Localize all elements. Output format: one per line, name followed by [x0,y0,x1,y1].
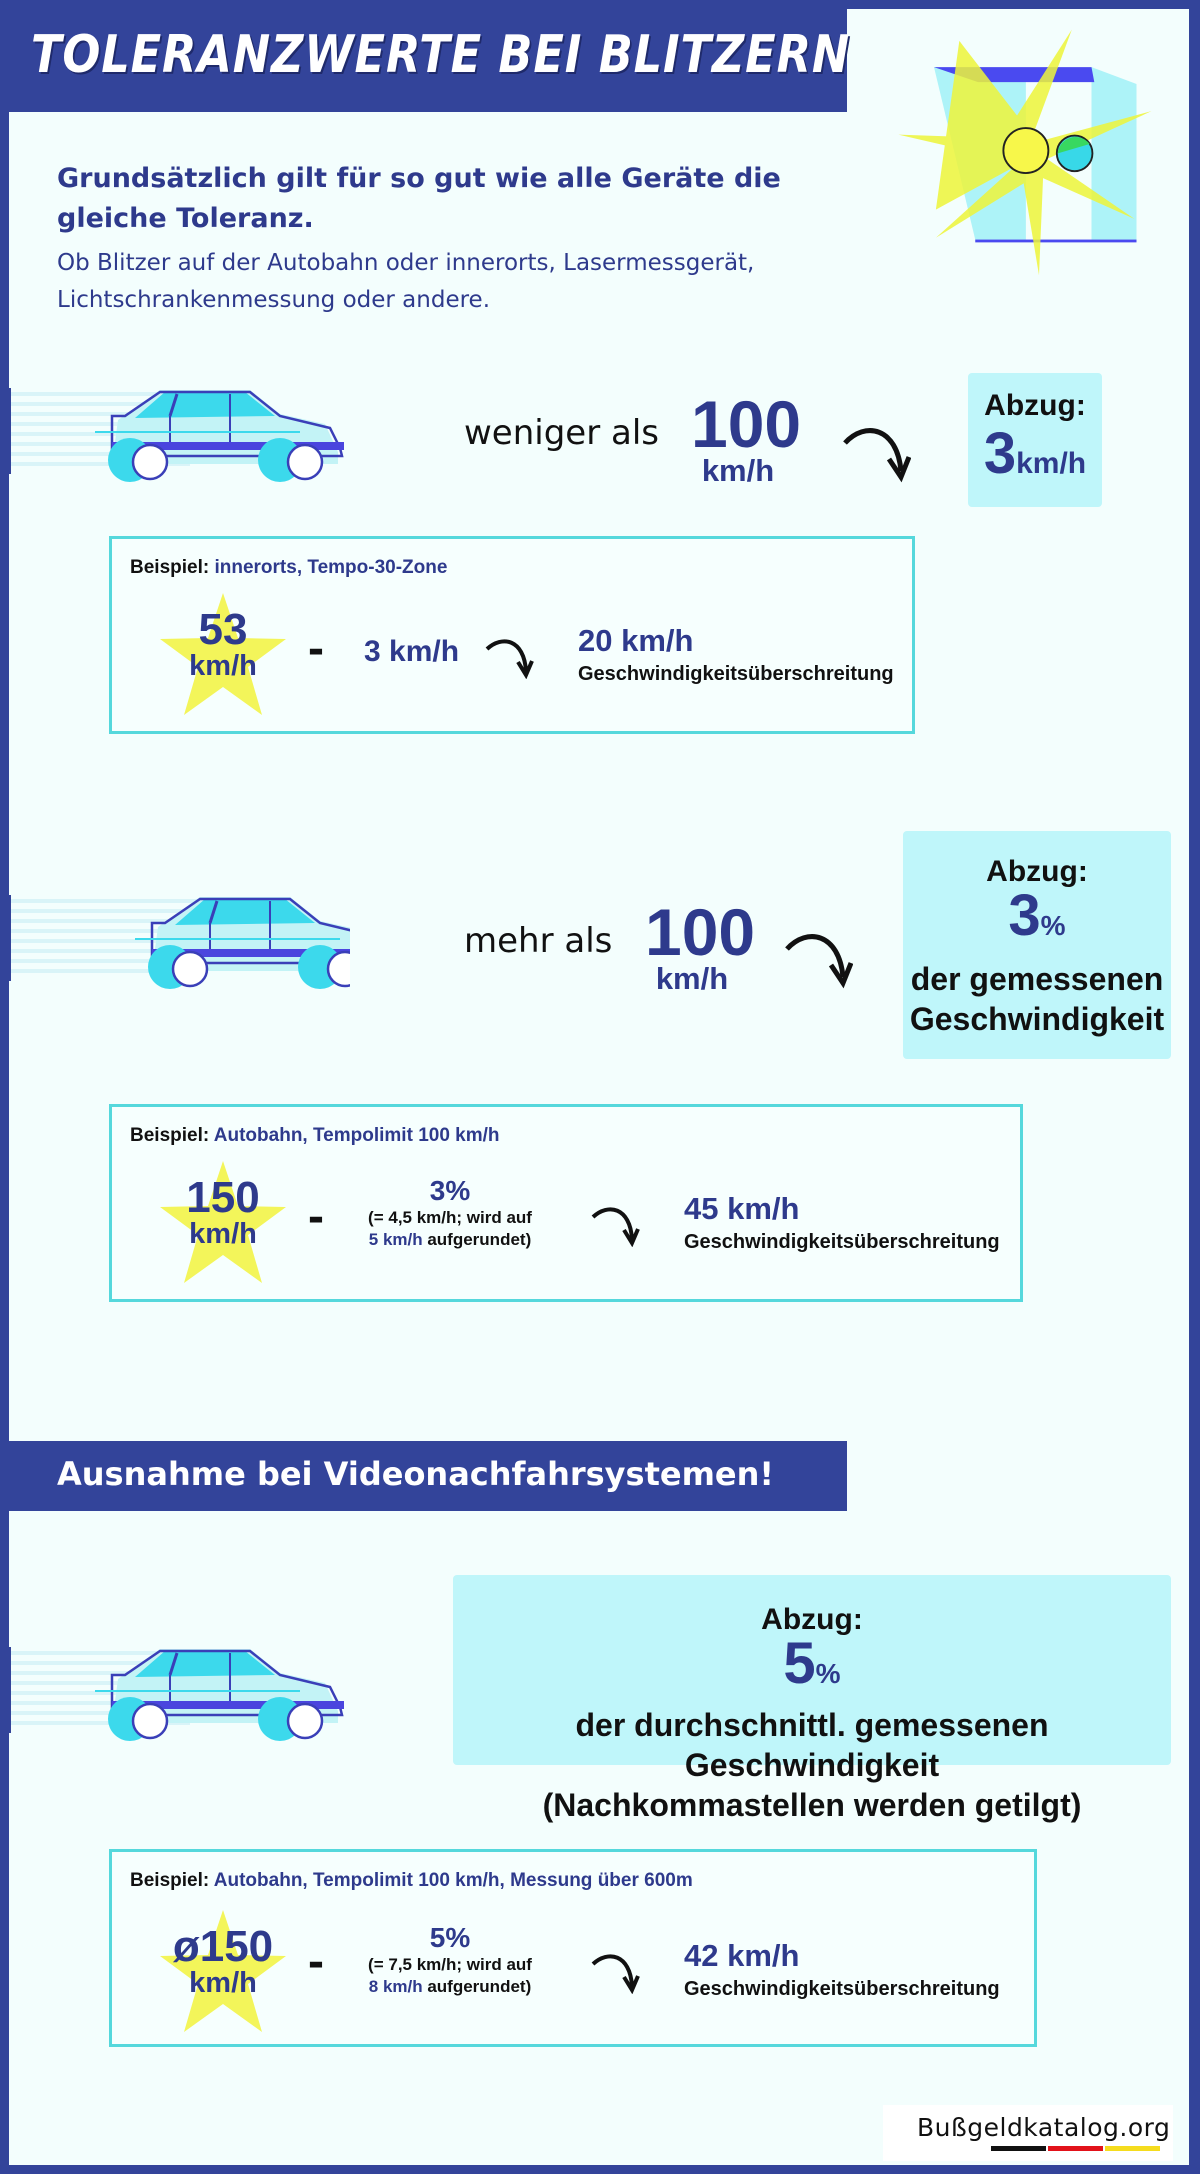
deduction-box [968,373,1102,507]
brand-logo[interactable] [883,2105,1173,2161]
minus-sign: - [308,1190,324,1243]
deduction-box [903,831,1171,1059]
example-box [109,1849,1037,2047]
speed-threshold-value: 100 [645,895,756,969]
flag-stripe-black [991,2146,1046,2151]
section-heading: Ausnahme bei Videonachfahrsystemen! [57,1455,774,1493]
curved-arrow-icon [590,1950,642,1994]
result-speed: 42 km/h [684,1938,800,1973]
deduction-description: der durchschnittl. gemessenen Geschwindigkeit (Nachkommastellen werden getilgt) [542,1707,1082,1823]
result-speed: 20 km/h [578,623,694,658]
deduction-value: 5% [783,1631,841,1696]
minus-sign: - [308,1935,324,1988]
measured-speed: ø150 km/h [172,1922,274,1999]
intro-sub-line-2: Lichtschrankenmessung oder andere. [57,287,491,313]
deduction-calculation: 5% (= 7,5 km/h; wird auf 8 km/h aufgerundet) [368,1922,532,1996]
speed-threshold [691,387,802,488]
car-icon [0,887,350,997]
deduction-box [453,1575,1171,1823]
intro-description [57,245,897,319]
curved-arrow-icon [590,1203,642,1247]
deduction-value: 3% [1008,883,1066,948]
infographic-page [9,9,1189,2165]
speed-camera-flash-icon [889,13,1189,303]
car-icon [0,1639,350,1749]
condition-less-than: weniger als [464,413,660,453]
example-heading: Beispiel: Autobahn, Tempolimit 100 km/h, Messung über 600m [130,1870,693,1891]
deduction-description: der gemessenen Geschwindigkeit [909,961,1165,1037]
measured-speed: 150 km/h [186,1173,260,1250]
deduction-value: 3km/h [983,421,1087,486]
example-heading: Beispiel: Autobahn, Tempolimit 100 km/h [130,1125,500,1146]
deduction-label: Abzug: [984,389,1086,422]
curved-arrow-icon [484,635,536,679]
condition-more-than: mehr als [464,921,613,961]
speed-threshold [645,895,756,996]
intro-sub-line-1: Ob Blitzer auf der Autobahn oder innerorts, Lasermessgerät, [57,250,755,276]
intro-bold-line-1: Grundsätzlich gilt für so gut wie alle Geräte die [57,163,781,194]
example-box [109,1104,1023,1302]
flag-stripe-gold [1105,2146,1160,2151]
result-speed: 45 km/h [684,1191,800,1226]
car-icon [0,380,350,490]
page-title: TOLERANZWERTE BEI BLITZERN [31,25,851,85]
curved-arrow-icon [783,927,853,989]
deduction-calculation: 3% (= 4,5 km/h; wird auf 5 km/h aufgerundet) [368,1175,532,1249]
result-label: Geschwindigkeitsüberschreitung [684,1231,1000,1253]
brand-logo-text: Bußgeldkatalog.org [917,2113,1171,2142]
speed-threshold-value: 100 [691,387,802,461]
flag-stripe-red [1048,2146,1103,2151]
deduction-label: Abzug: [761,1603,863,1636]
example-heading: Beispiel: innerorts, Tempo-30-Zone [130,557,448,578]
example-box [109,536,915,734]
intro-bold-line-2: gleiche Toleranz. [57,203,314,234]
measured-speed: 53 km/h [189,605,257,682]
deduction-label: Abzug: [986,855,1088,888]
speed-threshold-unit: km/h [701,453,775,488]
deduction-amount: 3 km/h [364,635,460,668]
intro-headline [57,159,877,239]
curved-arrow-icon [841,421,911,483]
speed-threshold-unit: km/h [655,961,729,996]
result-label: Geschwindigkeitsüberschreitung [578,663,894,685]
result-label: Geschwindigkeitsüberschreitung [684,1978,1000,2000]
minus-sign: - [308,622,324,675]
